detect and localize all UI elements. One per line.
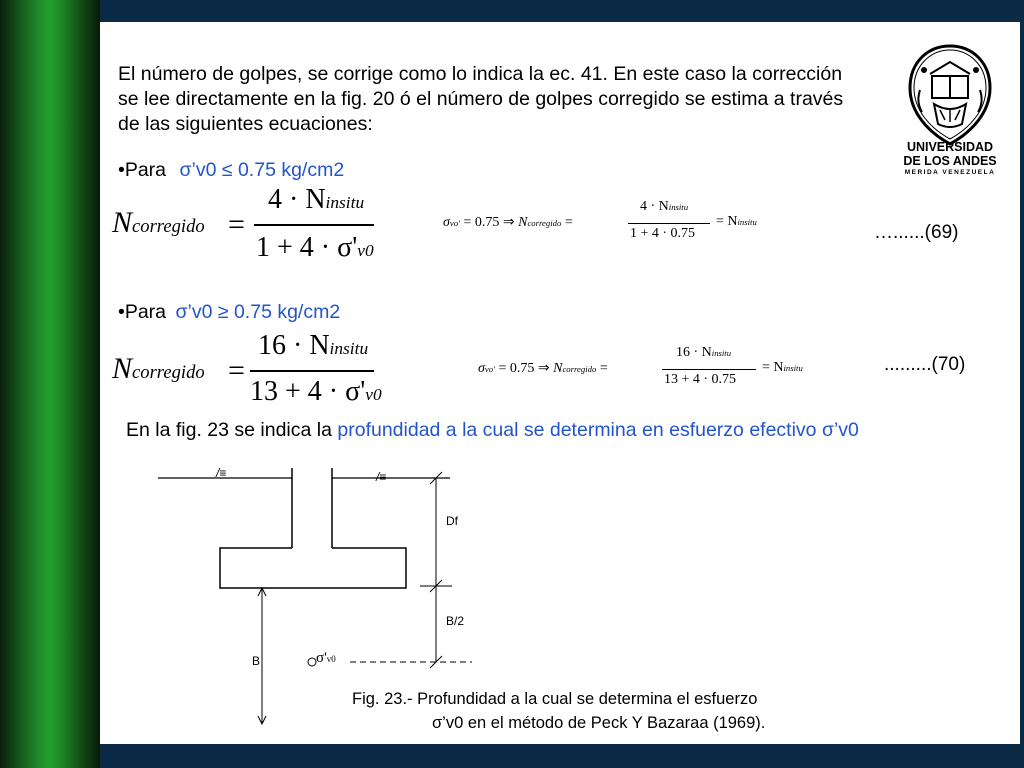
eq69-small-fraction-line	[628, 223, 710, 224]
eq69-small-sigma-sub: vo'	[449, 218, 460, 228]
university-seal-icon	[900, 40, 1000, 148]
eq70-lhs-n: N	[112, 352, 133, 385]
eq69-small-num-sub: insitu	[668, 202, 689, 212]
eq69-small-n: N	[518, 215, 528, 230]
eq69-denominator: 1 + 4 · σ'	[256, 232, 358, 263]
water-mark-right: /≡	[376, 470, 387, 484]
depth-paragraph-prefix: En la fig. 23 se indica la	[126, 419, 338, 441]
eq70-small-numerator: 16 · N	[676, 345, 712, 360]
eq69-small-rhs: = N	[716, 214, 738, 229]
eq70-small-denominator: 13 + 4 · 0.75	[664, 372, 737, 387]
equation-69-number: …......(69)	[874, 222, 959, 243]
condition-2-relation: ≥ 0.75 kg/cm2	[217, 301, 341, 323]
label-b: B	[252, 654, 261, 668]
condition-1-relation: ≤ 0.75 kg/cm2	[221, 159, 345, 181]
eq70-small-rhs: = N	[762, 360, 784, 375]
logo-line-2: DE LOS ANDES	[903, 154, 997, 168]
eq69-small-sigma: σ	[443, 215, 450, 230]
eq70-numerator: 16 · N	[258, 330, 330, 361]
eq70-small-fraction-line	[662, 369, 756, 370]
figure-caption-line-1: Fig. 23.- Profundidad a la cual se determina el esfuerzo	[352, 690, 758, 708]
top-decorative-bar	[100, 0, 1024, 22]
eq70-equals: =	[228, 354, 245, 387]
intro-paragraph: El número de golpes, se corrige como lo indica la ec. 41. En este caso la corrección se lee directamente en la fig. 20 ó el número de golpes corregido se estima a través de las siguientes ecuaciones:	[118, 63, 844, 135]
eq70-small-rhs-sub: insitu	[783, 363, 803, 373]
eq70-num-sub: insitu	[329, 339, 369, 358]
water-mark-left: /≡	[216, 466, 227, 480]
eq70-small-sigma-sub: vo'	[484, 364, 495, 374]
logo-line-1: UNIVERSIDAD	[906, 140, 994, 154]
condition-2	[118, 300, 340, 325]
eq69-small-numerator: 4 · N	[640, 199, 669, 214]
eq69-small-denominator: 1 + 4 · 0.75	[630, 226, 696, 241]
eq70-denominator: 13 + 4 · σ'	[250, 376, 366, 407]
eq70-lhs-sub: corregido	[132, 362, 205, 383]
eq69-fraction-line	[254, 224, 374, 226]
eq70-small-n-sub: corregido	[562, 364, 597, 374]
dimension-lines	[258, 472, 472, 724]
condition-2-bullet: •Para	[118, 301, 167, 323]
eq70-den-sub: v0	[365, 385, 382, 404]
label-df: Df	[446, 514, 458, 528]
eq69-lhs-sub: corregido	[132, 216, 205, 237]
eq69-numerator: 4 · N	[268, 184, 326, 215]
eq69-small-value: = 0.75 ⇒	[463, 215, 515, 230]
depth-paragraph	[126, 418, 956, 466]
condition-1-sigma: σ’v0	[179, 159, 217, 181]
eq69-equals: =	[228, 208, 245, 241]
eq69-small-n-sub: corregido	[527, 218, 562, 228]
logo-line-3: MERIDA VENEZUELA	[904, 169, 996, 176]
condition-2-sigma: σ’v0	[175, 301, 213, 323]
label-b-half: B/2	[446, 614, 465, 628]
label-sigma: σ'v0	[316, 650, 336, 666]
eq70-small-value: = 0.75 ⇒	[498, 361, 550, 376]
measurement-point-icon	[308, 658, 316, 666]
figure-caption-line-2: σ’v0 en el método de Peck Y Bazaraa (1969).	[432, 714, 766, 732]
eq70-fraction-line	[250, 370, 374, 372]
depth-paragraph-highlight: profundidad a la cual se determina en esfuerzo efectivo σ’v0	[337, 419, 859, 441]
university-logo	[900, 40, 1000, 180]
eq69-lhs-n: N	[112, 206, 133, 239]
eq70-small-sigma: σ	[478, 361, 485, 376]
column-and-footing	[220, 468, 406, 588]
eq70-small-num-sub: insitu	[711, 348, 732, 358]
eq70-small-n: N	[553, 361, 563, 376]
condition-1	[118, 158, 344, 183]
left-decorative-bar	[0, 0, 100, 768]
right-decorative-edge	[1020, 22, 1024, 744]
bottom-decorative-bar	[100, 744, 1024, 768]
eq69-den-sub: v0	[357, 241, 374, 260]
equation-70-number: .........(70)	[884, 354, 966, 375]
eq69-small-rhs-sub: insitu	[737, 217, 757, 227]
eq69-num-sub: insitu	[325, 193, 365, 212]
condition-1-bullet: •Para	[118, 159, 167, 181]
